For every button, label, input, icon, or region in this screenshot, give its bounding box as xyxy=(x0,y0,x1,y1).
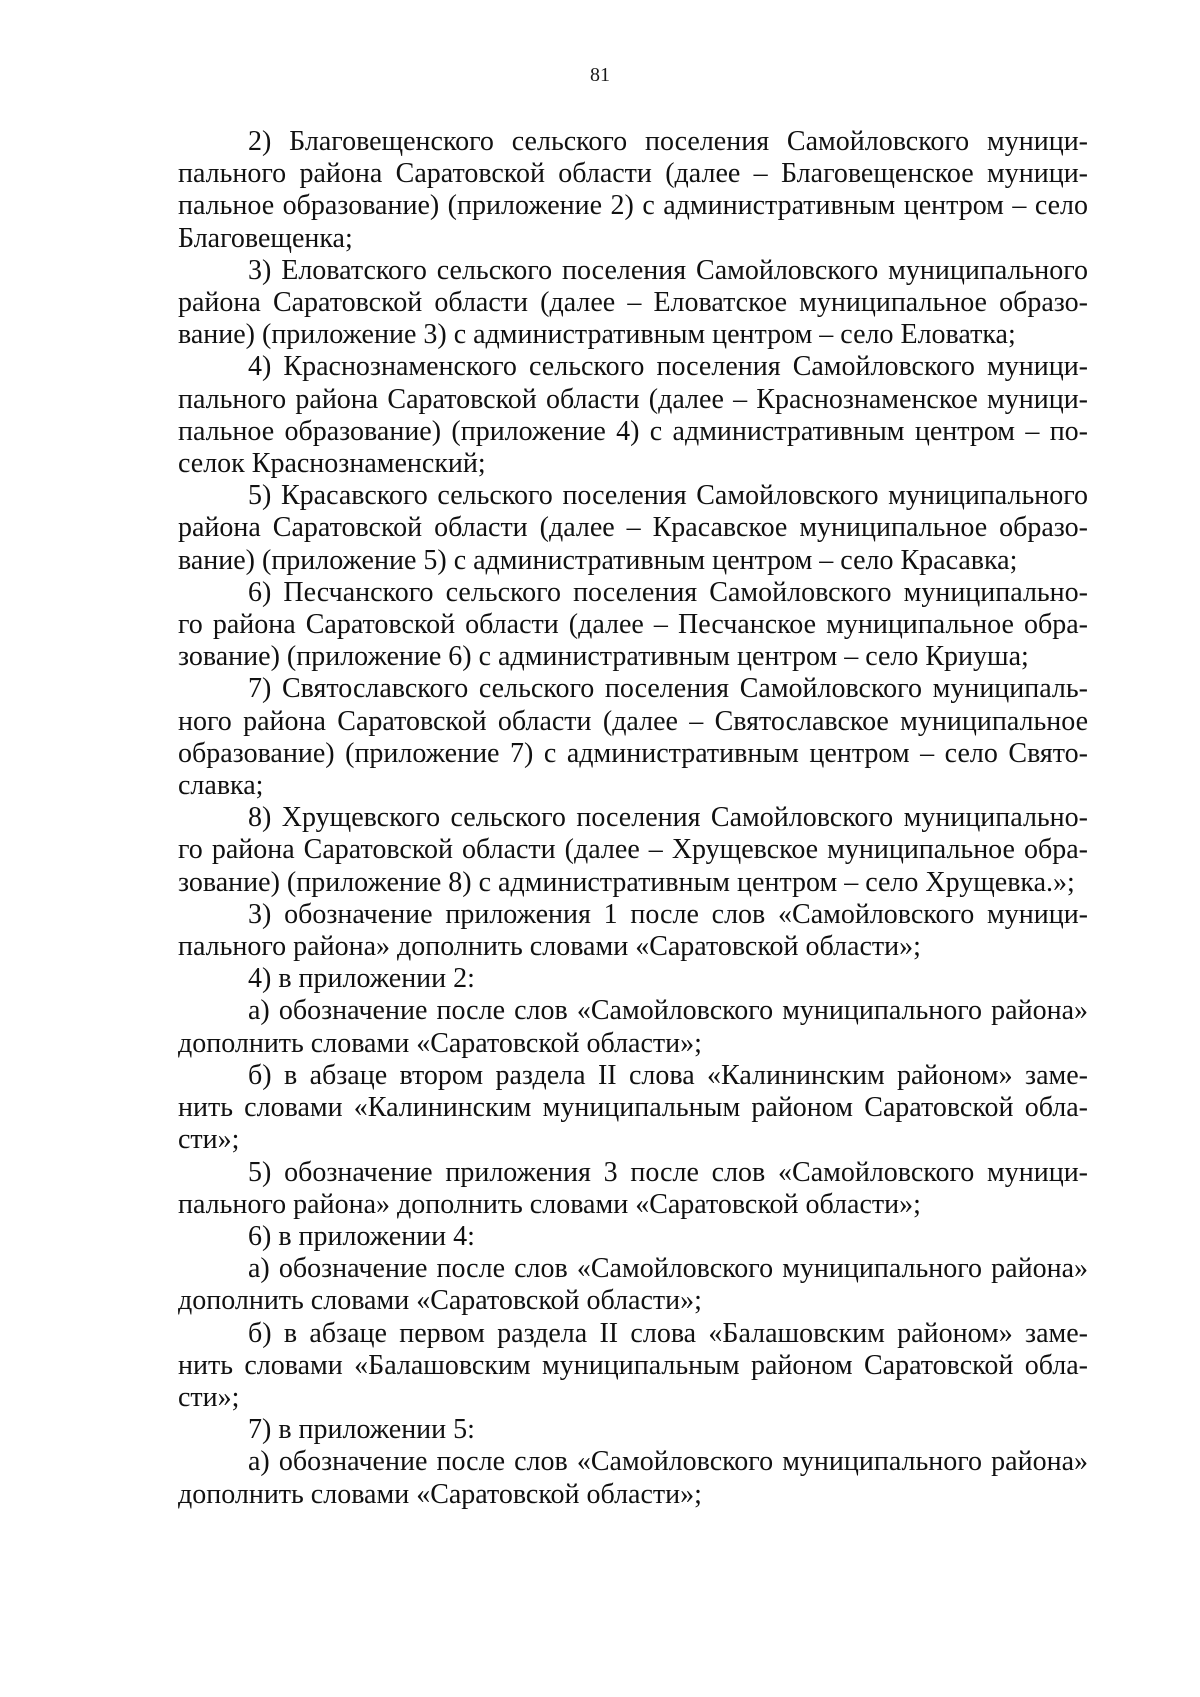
paragraph-line: пального района Саратовской области (далее – Благовещенское муници- xyxy=(178,158,1088,190)
paragraph xyxy=(178,802,1088,899)
paragraph-line: 6) Песчанского сельского поселения Самойловского муниципально- xyxy=(248,576,1088,608)
paragraph xyxy=(178,1414,1088,1446)
paragraph-line: а) обозначение после слов «Самойловского муниципального района» xyxy=(248,1253,1088,1285)
paragraph xyxy=(178,1060,1088,1157)
paragraph-line: го района Саратовской области (далее – Хрущевское муниципальное обра- xyxy=(178,834,1088,866)
paragraph-line: образование) (приложение 7) с административным центром – село Свято- xyxy=(178,737,1088,769)
paragraph-line: района Саратовской области (далее – Еловатское муниципальное образо- xyxy=(178,287,1088,319)
paragraph-line: б) в абзаце втором раздела II слова «Калининским районом» заме- xyxy=(248,1059,1088,1091)
paragraph xyxy=(178,1157,1088,1221)
paragraph-line: пальное образование) (приложение 2) с административным центром – село xyxy=(178,190,1088,222)
paragraph-line: пального района» дополнить словами «Саратовской области»; xyxy=(178,931,921,963)
paragraph-line: пального района» дополнить словами «Саратовской области»; xyxy=(178,1188,921,1220)
paragraph-line: вание) (приложение 3) с административным центром – село Еловатка; xyxy=(178,319,1016,351)
paragraph-line: вание) (приложение 5) с административным центром – село Красавка; xyxy=(178,544,1018,576)
paragraph-line: 4) Краснознаменского сельского поселения Самойловского муници- xyxy=(248,351,1088,383)
paragraph-line: 5) Красавского сельского поселения Самойловского муниципального xyxy=(248,480,1088,512)
paragraph-line: а) обозначение после слов «Самойловского муниципального района» xyxy=(248,1446,1088,1478)
paragraph-line: б) в абзаце первом раздела II слова «Балашовским районом» заме- xyxy=(248,1317,1088,1349)
paragraph-line: славка; xyxy=(178,770,264,802)
paragraph-line: 7) Святославского сельского поселения Самойловского муниципаль- xyxy=(248,673,1088,705)
paragraph-line: 8) Хрущевского сельского поселения Самойловского муниципально- xyxy=(248,802,1088,834)
paragraph xyxy=(178,351,1088,480)
paragraph-line: дополнить словами «Саратовской области»; xyxy=(178,1027,702,1059)
paragraph-line: зование) (приложение 8) с административным центром – село Хрущевка.»; xyxy=(178,866,1075,898)
paragraph xyxy=(178,480,1088,577)
paragraph-line: 6) в приложении 4: xyxy=(248,1220,475,1252)
paragraph-line: 3) Еловатского сельского поселения Самойловского муниципального xyxy=(248,254,1088,286)
paragraph xyxy=(178,673,1088,802)
paragraph-line: зование) (приложение 6) с административным центром – село Криуша; xyxy=(178,641,1029,673)
paragraph xyxy=(178,1221,1088,1253)
paragraph-line: селок Краснознаменский; xyxy=(178,448,486,480)
paragraph-line: а) обозначение после слов «Самойловского муниципального района» xyxy=(248,995,1088,1027)
paragraph-line: дополнить словами «Саратовской области»; xyxy=(178,1285,702,1317)
document-body xyxy=(178,126,1088,1511)
paragraph-line: 3) обозначение приложения 1 после слов «Самойловского муници- xyxy=(248,898,1088,930)
paragraph-line: 7) в приложении 5: xyxy=(248,1414,475,1446)
paragraph xyxy=(178,255,1088,352)
paragraph xyxy=(178,899,1088,963)
paragraph-line: нить словами «Балашовским муниципальным районом Саратовской обла- xyxy=(178,1349,1088,1381)
paragraph-line: сти»; xyxy=(178,1381,240,1413)
paragraph xyxy=(178,1446,1088,1510)
paragraph xyxy=(178,126,1088,255)
paragraph-line: 2) Благовещенского сельского поселения Самойловского муници- xyxy=(248,126,1088,157)
paragraph-line: 5) обозначение приложения 3 после слов «Самойловского муници- xyxy=(248,1156,1088,1188)
paragraph-line: 4) в приложении 2: xyxy=(248,963,475,995)
paragraph-line: нить словами «Калининским муниципальным районом Саратовской обла- xyxy=(178,1092,1088,1124)
paragraph-line: пальное образование) (приложение 4) с административным центром – по- xyxy=(178,415,1088,447)
paragraph-line: сти»; xyxy=(178,1124,240,1156)
paragraph xyxy=(178,963,1088,995)
paragraph xyxy=(178,577,1088,674)
paragraph xyxy=(178,1253,1088,1317)
paragraph xyxy=(178,995,1088,1059)
paragraph-line: района Саратовской области (далее – Красавское муниципальное образо- xyxy=(178,512,1088,544)
paragraph-line: го района Саратовской области (далее – Песчанское муниципальное обра- xyxy=(178,609,1088,641)
paragraph-line: пального района Саратовской области (далее – Краснознаменское муници- xyxy=(178,383,1088,415)
paragraph-line: дополнить словами «Саратовской области»; xyxy=(178,1478,702,1510)
paragraph-line: ного района Саратовской области (далее – Святославское муниципальное xyxy=(178,705,1088,737)
paragraph-line: Благовещенка; xyxy=(178,222,353,254)
paragraph xyxy=(178,1318,1088,1415)
page-number: 81 xyxy=(590,64,610,86)
